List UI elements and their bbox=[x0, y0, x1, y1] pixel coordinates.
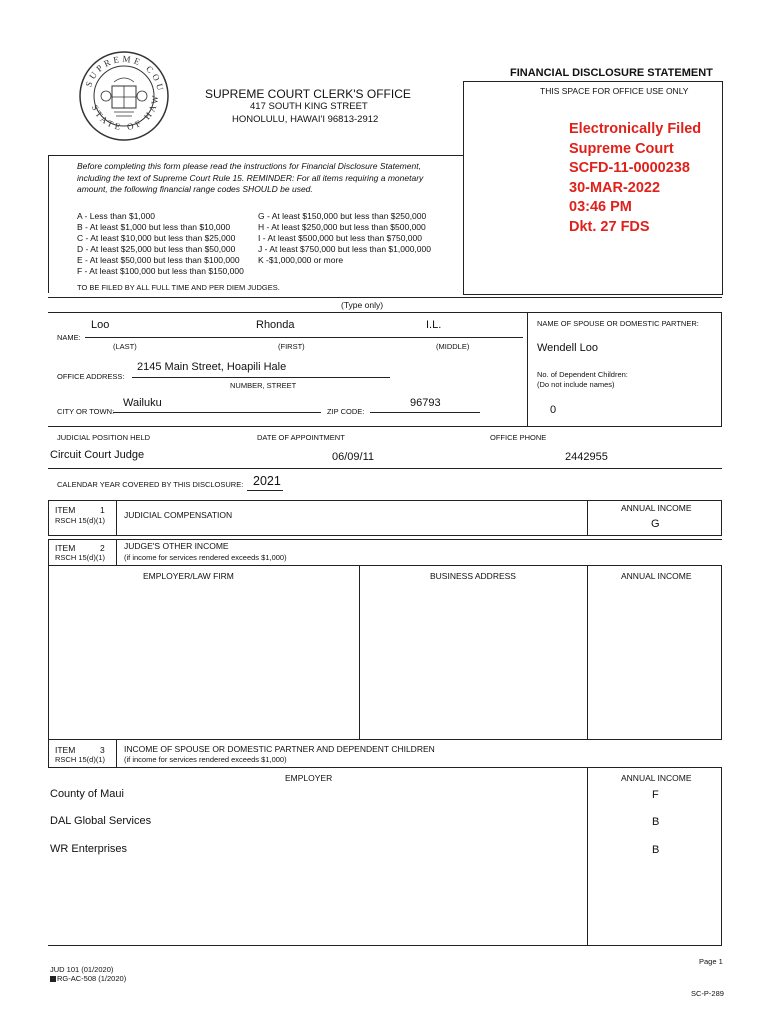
item1-label: ITEM bbox=[55, 505, 76, 515]
item3-label: ITEM bbox=[55, 745, 76, 755]
stamp-line-4: 30-MAR-2022 bbox=[569, 179, 661, 196]
item3-rule: RSCH 15(d)(1) bbox=[55, 755, 106, 764]
calendar-year-value[interactable]: 2021 bbox=[253, 474, 281, 488]
item1-income-value[interactable]: G bbox=[651, 518, 660, 530]
code-i: I - At least $500,000 but less than $750,000 bbox=[258, 233, 422, 243]
code-h: H - At least $250,000 but less than $500,000 bbox=[258, 222, 426, 232]
form-title: FINANCIAL DISCLOSURE STATEMENT bbox=[510, 67, 713, 79]
svg-text:STATE OF HAWAII: STATE OF HAW bbox=[89, 93, 161, 133]
item3-number: 3 bbox=[100, 745, 105, 755]
court-seal bbox=[78, 50, 170, 142]
street-sublabel: NUMBER, STREET bbox=[230, 381, 297, 390]
name-middle[interactable]: I.L. bbox=[426, 319, 442, 331]
stamp-line-1: Electronically Filed bbox=[569, 121, 702, 137]
item3-row-income[interactable]: F bbox=[652, 789, 659, 801]
item3-title: INCOME OF SPOUSE OR DOMESTIC PARTNER AND DEPENDENT CHILDREN bbox=[124, 744, 435, 754]
office-address-label: OFFICE ADDRESS: bbox=[57, 372, 125, 381]
item2-col-employer: EMPLOYER/LAW FIRM bbox=[143, 571, 234, 581]
item3-row-income[interactable]: B bbox=[652, 844, 660, 856]
instructions-line-1: Before completing this form please read the instructions for Financial Disclosure Statement, bbox=[77, 161, 421, 171]
code-d: D - At least $25,000 but less than $50,000 bbox=[77, 244, 236, 254]
city-value[interactable]: Wailuku bbox=[123, 397, 162, 409]
office-use-label: THIS SPACE FOR OFFICE USE ONLY bbox=[540, 86, 689, 96]
item2-col-address: BUSINESS ADDRESS bbox=[430, 571, 516, 581]
position-label: JUDICIAL POSITION HELD bbox=[57, 433, 151, 442]
instructions bbox=[77, 161, 423, 196]
item3-row-employer[interactable]: WR Enterprises bbox=[50, 843, 128, 855]
item3-subtitle: (if income for services rendered exceeds $1,000) bbox=[124, 755, 287, 764]
item3-row-income[interactable]: B bbox=[652, 816, 660, 828]
rg-form-number bbox=[50, 974, 126, 983]
item1-title: JUDICIAL COMPENSATION bbox=[124, 510, 233, 520]
item1-rule: RSCH 15(d)(1) bbox=[55, 516, 106, 525]
item2-col-income: ANNUAL INCOME bbox=[621, 571, 692, 581]
office-street: 417 SOUTH KING STREET bbox=[250, 101, 368, 112]
position-value[interactable]: Circuit Court Judge bbox=[50, 449, 145, 461]
name-label: NAME: bbox=[57, 333, 81, 342]
instructions-line-2: including the text of Supreme Court Rule 15. REMINDER: For all items requiring a monetary bbox=[77, 172, 424, 183]
dependents-label-2: (Do not include names) bbox=[537, 380, 615, 389]
zip-label: ZIP CODE: bbox=[327, 407, 365, 416]
phone-label: OFFICE PHONE bbox=[490, 433, 547, 442]
name-last[interactable]: Loo bbox=[91, 319, 110, 331]
item2-number: 2 bbox=[100, 543, 105, 553]
code-e: E - At least $50,000 but less than $100,000 bbox=[77, 255, 240, 265]
item3-row-employer[interactable]: DAL Global Services bbox=[50, 815, 152, 827]
city-label: CITY OR TOWN: bbox=[57, 407, 115, 416]
item2-subtitle: (if income for services rendered exceeds $1,000) bbox=[124, 553, 287, 562]
sc-form-number: SC-P-289 bbox=[691, 989, 724, 998]
item2-label: ITEM bbox=[55, 543, 76, 553]
name-first-label: (FIRST) bbox=[278, 342, 305, 351]
code-b: B - At least $1,000 but less than $10,000 bbox=[77, 222, 231, 232]
filing-stamp bbox=[569, 120, 701, 237]
instructions-line-3: amount, the following financial range codes SHOULD be used. bbox=[77, 184, 313, 194]
page-number: Page 1 bbox=[699, 957, 723, 966]
codes-right bbox=[258, 211, 431, 266]
appointment-label: DATE OF APPOINTMENT bbox=[257, 433, 345, 442]
dependents-label-1: No. of Dependent Children: bbox=[537, 370, 628, 379]
item3-row-employer[interactable]: County of Maui bbox=[50, 788, 124, 800]
filed-by-note: TO BE FILED BY ALL FULL TIME AND PER DIEM JUDGES. bbox=[77, 283, 280, 292]
code-f: F - At least $100,000 but less than $150,000 bbox=[77, 266, 244, 276]
codes-left bbox=[77, 211, 244, 277]
code-c: C - At least $10,000 but less than $25,000 bbox=[77, 233, 236, 243]
code-a: A - Less than $1,000 bbox=[77, 211, 155, 221]
office-city: HONOLULU, HAWAI'I 96813-2912 bbox=[232, 114, 379, 125]
item1-number: 1 bbox=[100, 505, 105, 515]
item1-income-label: ANNUAL INCOME bbox=[621, 503, 692, 513]
item2-title: JUDGE'S OTHER INCOME bbox=[124, 541, 229, 551]
office-address-street[interactable]: 2145 Main Street, Hoapili Hale bbox=[137, 361, 287, 373]
item3-col-income: ANNUAL INCOME bbox=[621, 773, 692, 783]
code-j: J - At least $750,000 but less than $1,000,000 bbox=[258, 244, 431, 254]
type-only-label: (Type only) bbox=[341, 300, 384, 310]
stamp-line-5: 03:46 PM bbox=[569, 199, 632, 215]
appointment-value[interactable]: 06/09/11 bbox=[332, 451, 375, 463]
form-number: JUD 101 (01/2020) bbox=[50, 965, 114, 974]
zip-value[interactable]: 96793 bbox=[410, 397, 441, 409]
phone-value[interactable]: 2442955 bbox=[565, 451, 608, 463]
code-g: G - At least $150,000 but less than $250,000 bbox=[258, 211, 427, 221]
name-last-label: (LAST) bbox=[113, 342, 137, 351]
name-middle-label: (MIDDLE) bbox=[436, 342, 470, 351]
code-k: K -$1,000,000 or more bbox=[258, 255, 344, 265]
stamp-line-2: Supreme Court bbox=[569, 140, 674, 157]
dependents-count[interactable]: 0 bbox=[550, 404, 557, 416]
name-first[interactable]: Rhonda bbox=[256, 319, 295, 331]
item2-rule: RSCH 15(d)(1) bbox=[55, 553, 106, 562]
stamp-line-3: SCFD-11-0000238 bbox=[569, 160, 690, 176]
item3-col-employer: EMPLOYER bbox=[285, 773, 333, 783]
stamp-line-6: Dkt. 27 FDS bbox=[569, 218, 650, 235]
spouse-label: NAME OF SPOUSE OR DOMESTIC PARTNER: bbox=[537, 319, 699, 328]
spouse-name[interactable]: Wendell Loo bbox=[537, 342, 598, 354]
svg-text:SUPREME COURT: SUPREME COU bbox=[83, 53, 167, 95]
office-name: SUPREME COURT CLERK'S OFFICE bbox=[205, 87, 411, 101]
rg-form-text: RG-AC-508 (1/2020) bbox=[57, 974, 127, 983]
rg-icon bbox=[50, 976, 56, 982]
calendar-year-label: CALENDAR YEAR COVERED BY THIS DISCLOSURE: bbox=[57, 480, 244, 489]
